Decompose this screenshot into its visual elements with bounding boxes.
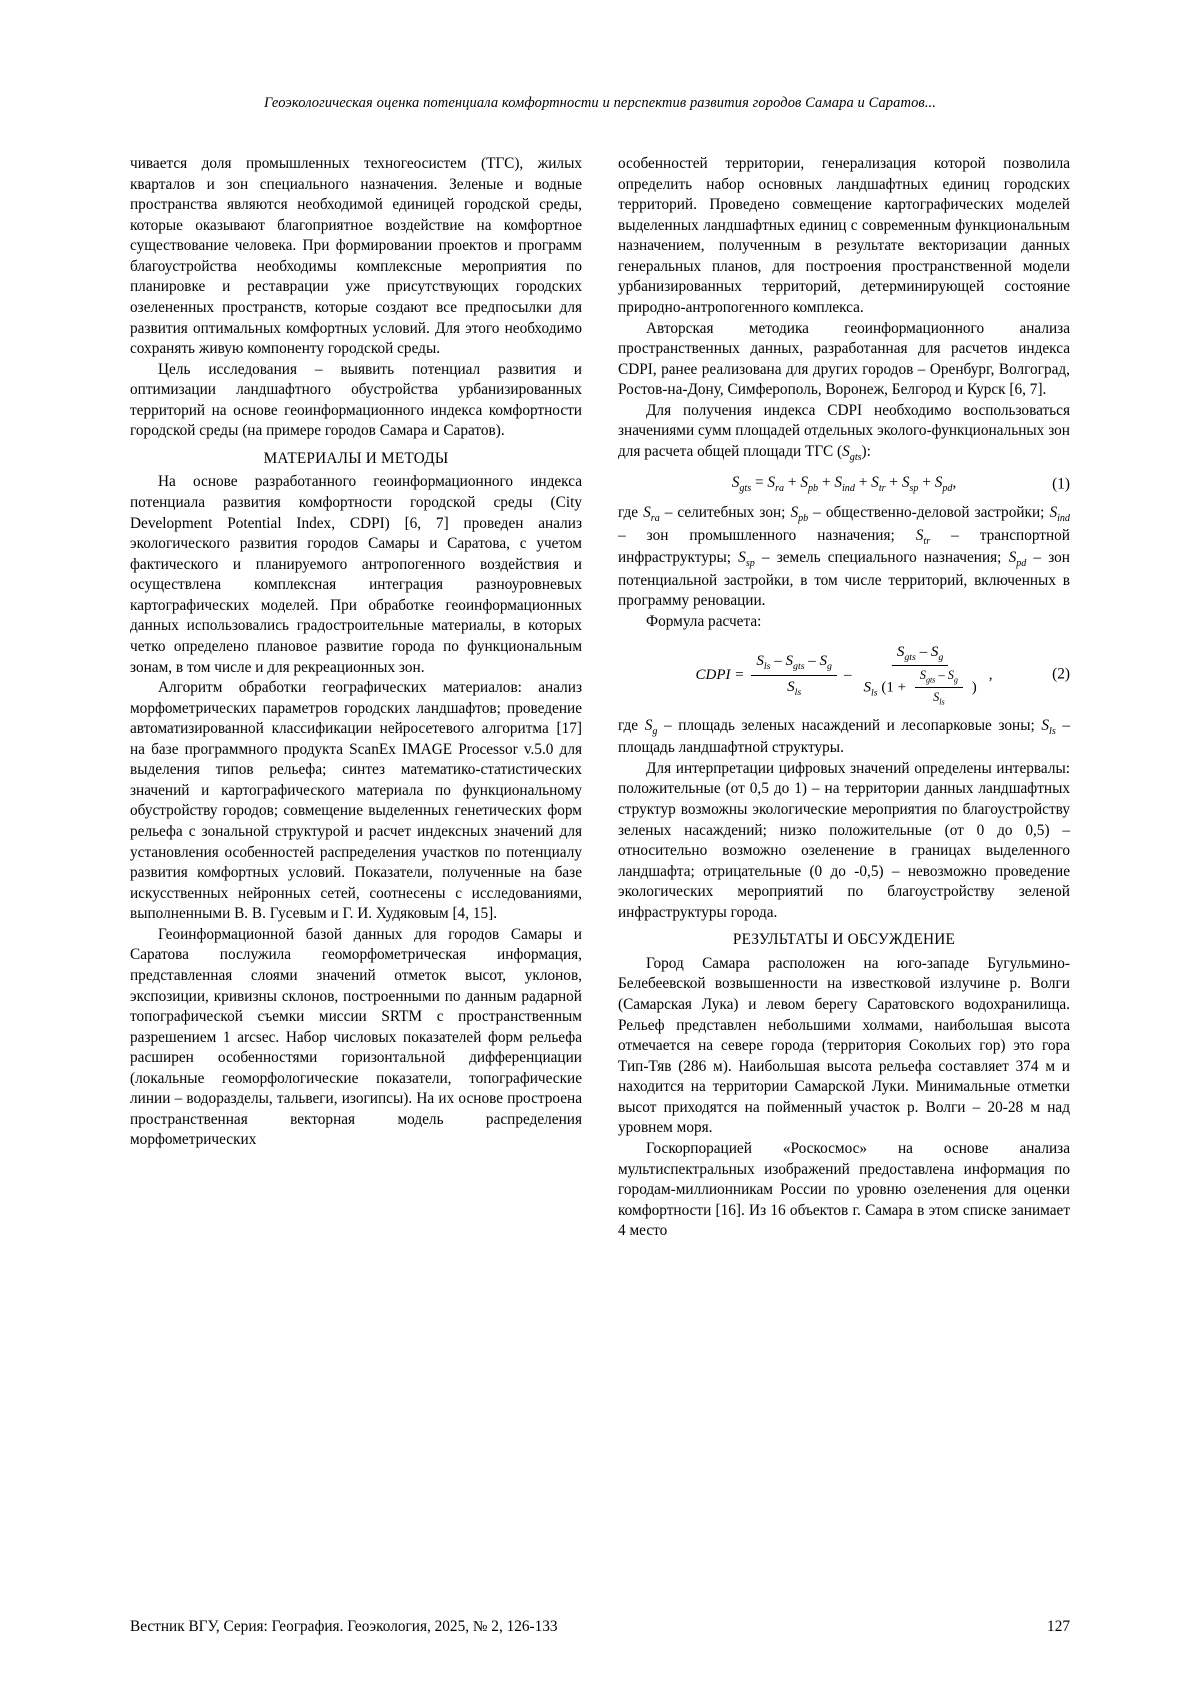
paragraph: Авторская методика геоинформационного анализа пространственных данных, разработанная для расчетов индекса CDPI, ранее реализована для других городов – Оренбург, Волгоград, Ростов-на-Дону, Симферополь, Воронеж, Белгород и Курск [6, 7]. <box>618 319 1070 399</box>
formula-2-intro: Формула расчета: <box>646 613 762 631</box>
paragraph: Для интерпретации цифровых значений определены интервалы: положительные (от 0,5 до 1) – на территории данных ландшафтных структур возможны экологические мероприятия по благоустройству зеленых насаждений; низко положительные (от 0 до 0,5) – относительно возможно озеленение в границах выделенного ландшафта; отрицательные (0 до -0,5) – невозможно проведение экологических мероприятий по благоустройству зеленой инфраструктуры города. <box>618 759 1070 921</box>
paragraph: особенностей территории, генерализация которой позволила определить набор основных ландшафтных единиц городских территорий. Проведено совмещение картографических моделей выделенных ландшафтных единиц с современным функциональным назначением, полученным в результате векторизации данных генеральных планов, для построения пространственной модели урбанизированных территорий, детерминирующей состояние природно-антропогенного комплекса. <box>618 155 1070 316</box>
formula-1-number: (1) <box>1052 475 1070 493</box>
left-column <box>130 154 582 1151</box>
formula-2-number: (2) <box>1052 665 1070 683</box>
formula-2-label: CDPI = <box>695 667 745 684</box>
paragraph: Цель исследования – выявить потенциал развития и оптимизации ландшафтного обустройства урбанизированных территорий на основе геоинформационного индекса комфортности городской среды (на примере городов Самара и Саратов). <box>130 360 582 440</box>
paragraph-after-formula-2: где $S_g$ – площадь зеленых насаждений и лесопарковые зоны; $S_{ls}$ – площадь ландшафтной структуры. <box>618 716 1070 757</box>
paragraph: Алгоритм обработки географических материалов: анализ морфометрических параметров городских ландшафтов; проведение автоматизированной классификации нейросетевого алгоритма [17] на базе программного продукта ScanEx IMAGE Processor v.5.0 для выделения типов рельефа; синтез математико-статистических значений и картографического материала по функциональному обустройству городов; совмещение выделенных генетических форм рельефа с зональной структурой и расчет индексных значений для установления особенностей распределения участков по потенциалу развития комфортных условий. Показатели, полученные на базе искусственных нейронных сетей, соотнесены с исследованиями, выполненными В. В. Гусевым и Г. И. Худяковым [4, 15]. <box>130 679 582 923</box>
formula-2 <box>618 642 1070 709</box>
running-head: Геоэкологическая оценка потенциала комфортности и перспектив развития городов Самара и Саратов... <box>263 95 937 111</box>
page-footer <box>130 1618 1070 1636</box>
paragraph: На основе разработанного геоинформационного индекса потенциала развития комфортности городской среды (City Development Potential Index, CDPI) [6, 7] проведен анализ экологического развития городов Самары и Саратова, с учетом фактического и планируемого антропогенного воздействия и осуществлена комплексная интеграция разноуровневых картографических моделей. При обработке геоинформационных данных использовались градостроительные материалы, в которых четко определено плановое развитие города по функциональным зонам, в том числе и для рекреационных зон. <box>130 473 582 676</box>
paragraph: Город Самара расположен на юго-западе Бугульмино-Белебеевской возвышенности на известковой излучине р. Волги (Самарская Лука) и левом берегу Саратовского водохранилища. Рельеф представлен небольшими холмами, наибольшая высота отмечается на севере города (территория Сокольих гор) это гора Тип-Тяв (286 м). Наибольшая высота рельефа составляет 374 м и находится на территории Самарской Луки. Минимальные отметки высот приходятся на пойменный участок р. Волги – 20-28 м над уровнем моря. <box>618 954 1070 1137</box>
section-heading-results: РЕЗУЛЬТАТЫ И ОБСУЖДЕНИЕ <box>732 931 956 949</box>
section-heading-materials: МАТЕРИАЛЫ И МЕТОДЫ <box>263 449 449 467</box>
paragraph: чивается доля промышленных техногеосистем (ТГС), жилых кварталов и зон специального назначения. Зеленые и водные пространства являются необходимой единицей городской среды, которые оказывают благоприятное воздействие на комфортное существование человека. При формировании проектов и программ благоустройства необходимы комплексные мероприятия по планировке и реставрации уже присутствующих городских озелененных пространств, которые создают все предпосылки для развития оптимальных комфортных условий. Для этого необходимо сохранять живую компоненту городской среды. <box>130 155 582 358</box>
paragraph-after-formula-1: где $S_{ra}$ – селитебных зон; $S_{pb}$ – общественно-деловой застройки; $S_{ind}$ – зон промышленного назначения; $S_{tr}$ – транспортной инфраструктуры; $S_{sp}$ – земель специального назначения; $S_{pd}$ – зон потенциальной застройки, в том числе территорий, включенных в программу реновации. <box>618 504 1070 610</box>
footer-journal-line: Вестник ВГУ, Серия: География. Геоэкология, 2025, № 2, 126-133 <box>130 1618 558 1635</box>
right-column <box>618 154 1070 1242</box>
formula-1 <box>618 473 1070 496</box>
paragraph: Госкорпорацией «Роскосмос» на основе анализа мультиспектральных изображений предоставлена информация по городам-миллионникам России по уровню озеленения для оценки комфортности [16]. Из 16 объектов г. Самара в этом списке занимает 4 место <box>618 1139 1070 1240</box>
formula-2-expression: CDPI = $\frac{S_{ls} - S_{gts} - S_g}{S_{ls}}$ – $S_{gts} - S_g$ $S_{ls}$ (1 + $\frac{S_{gts} - S_g}{S_{ls}}$ ) , <box>695 643 993 707</box>
paragraph: Геоинформационной базой данных для городов Самары и Саратова послужила геоморфометрическая информация, представленная слоями значений отметок высот, уклонов, экспозиции, кривизны склонов, построенными по данным радарной топографической съемки миссии SRTM с пространственным разрешением 1 arcsec. Набор числовых показателей форм рельефа расширен особенностями горизонтальной дифференциации (локальные геоморфологические показатели, топографические линии – водоразделы, тальвеги, изогипсы). На их основе простроена пространственная векторная модель распределения морфометрических <box>130 925 582 1149</box>
page-number: 127 <box>1047 1618 1070 1635</box>
formula-1-expression: $S_{gts} = S_{ra} + S_{pb} + S_{ind} + S_{tr} + S_{sp} + S_{pd}$, <box>731 474 957 495</box>
two-column-body <box>130 154 1070 1242</box>
paragraph-formula1-intro: Для получения индекса CDPI необходимо воспользоваться значениями сумм площадей отдельных эколого-функциональных зон для расчета общей площади ТГС $(S_{gts})$: <box>618 401 1070 463</box>
